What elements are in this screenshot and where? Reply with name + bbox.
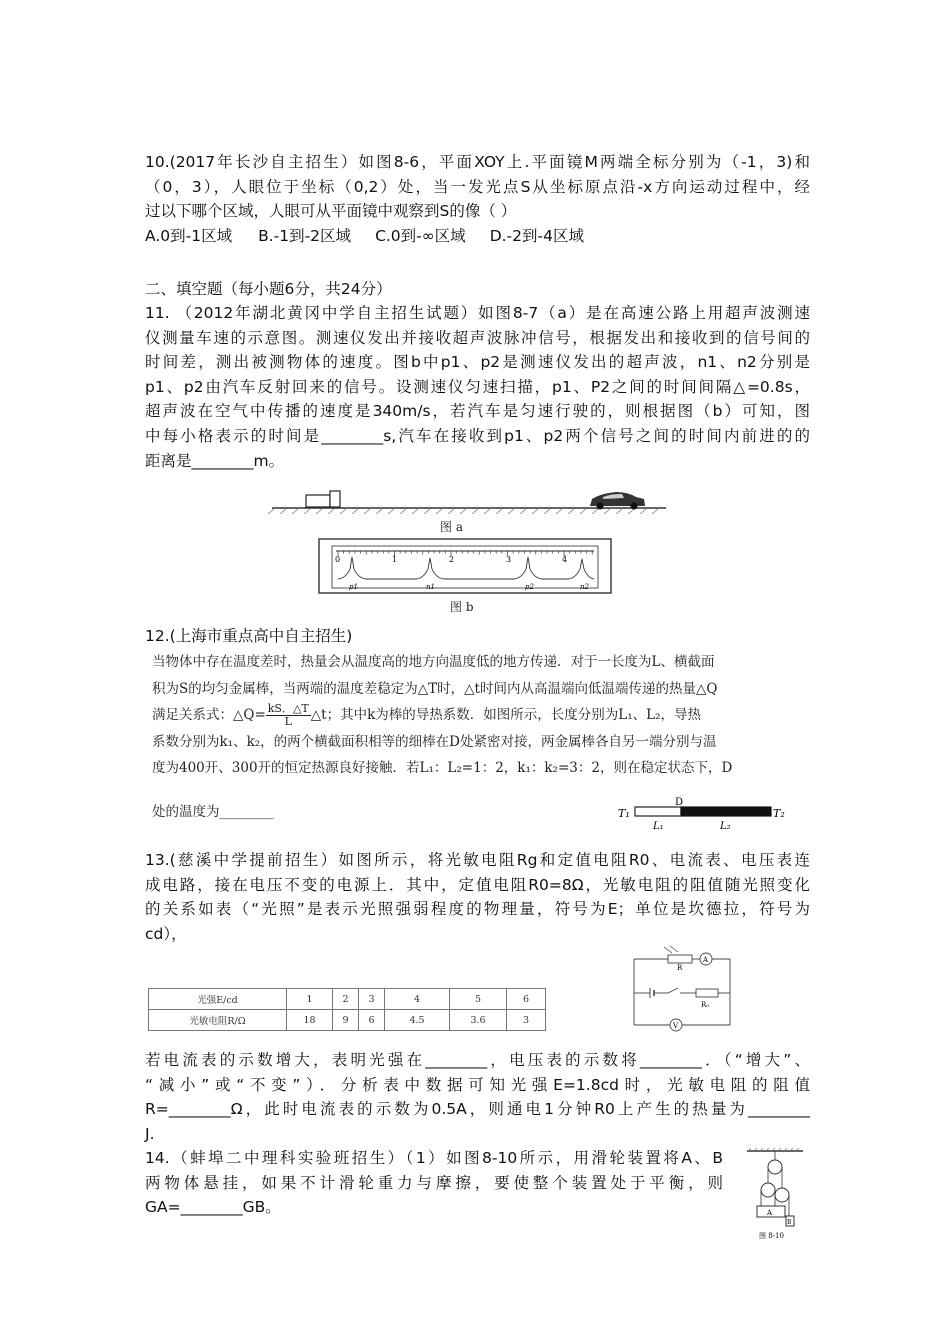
signal-label-p2: p2 xyxy=(525,583,534,591)
q13-line-3: 的关系如表（“光照”是表示光照强弱程度的物理量，符号为E；单位是坎德拉，符号为 xyxy=(145,900,810,919)
q12-formula-prefix: 满足关系式：△Q= xyxy=(152,707,266,723)
rod-label-l1: L₁ xyxy=(653,821,664,832)
figure-a-road xyxy=(272,478,667,538)
circuit-label-a: A xyxy=(703,956,709,964)
q11-line-6: 中每小格表示的时间是________s,汽车在接收到p1、p2两个信号之间的时间内前进的的 xyxy=(145,426,810,445)
rod-label-l2: L₂ xyxy=(720,821,731,832)
q10-option-a: A.0到-1区域 xyxy=(145,226,233,245)
circuit-label-v: V xyxy=(673,1022,679,1030)
q12-header: 12.(上海市重点高中自主招生) xyxy=(145,627,353,645)
q13-after-2: “减小”或“不变”）．分析表中数据可知光强E=1.8cd时，光敏电阻的阻值 xyxy=(145,1075,810,1094)
pulley-right-icon xyxy=(775,1188,789,1202)
question-10 xyxy=(145,150,810,248)
q12-scanned-text xyxy=(152,649,792,782)
photoresistor xyxy=(668,955,692,963)
signal-waveform xyxy=(338,557,594,579)
figure-b-scale xyxy=(318,538,613,596)
table-cell: 4.5 xyxy=(385,1010,450,1031)
rod-label-d: D xyxy=(675,797,684,808)
q12-line-1: 当物体中存在温度差时，热量会从温度高的地方向温度低的地方传递．对于一长度为L、横截面 xyxy=(152,654,715,670)
table-cell: 3 xyxy=(507,1010,546,1031)
speed-gun-icon xyxy=(306,491,340,507)
q11-line-2: 仪测量车速的示意图。测速仪发出并接收超声波脉冲信号，根据发出和接收到的信号间的 xyxy=(145,328,810,347)
q12-line-6: 处的温度为________ xyxy=(152,804,274,820)
q10-line-1: 10.(2017年长沙自主招生）如图8-6，平面XOY上.平面镜M两端全标分别为（-1，3)和 xyxy=(145,153,810,171)
q12-line-5: 度为400开、300开的恒定热源良好接触．若L₁：L₂=1：2，k₁：k₂=3：2，则在稳定状态下，D xyxy=(152,760,733,776)
q11-line-3: 时间差，测出被测物体的速度。图b中p1、p2是测速仪发出的超声波，n1、n2分别是 xyxy=(145,353,810,372)
table-row-header: 光强E/cd xyxy=(149,989,287,1010)
scale-number-3: 3 xyxy=(506,555,512,564)
table-row xyxy=(149,989,546,1010)
q14-line-1: 14.（蚌埠二中理科实验班招生）（1）如图8-10所示，用滑轮装置将A、B xyxy=(145,1149,723,1167)
q10-option-c: C.0到-∞区域 xyxy=(375,226,466,245)
figure-8-10-caption: 图 8-10 xyxy=(759,1232,784,1240)
figure-a-caption: 图 a xyxy=(440,520,463,534)
q10-option-d: D.-2到-4区域 xyxy=(489,226,584,245)
question-11 xyxy=(145,301,810,473)
table-row xyxy=(149,1010,546,1031)
q13-line-1: 13.(慈溪中学提前招生）如图所示，将光敏电阻Rg和定值电阻R0、电流表、电压表连 xyxy=(145,851,810,869)
fixed-resistor xyxy=(696,989,718,997)
rod-segment-1 xyxy=(635,807,681,816)
light-resistance-table xyxy=(148,988,546,1031)
q14-line-2: 两物体悬挂，如果不计滑轮重力与摩擦，要使整个装置处于平衡，则 xyxy=(145,1173,723,1192)
scale-number-4: 4 xyxy=(562,555,568,564)
q12-line-3 xyxy=(152,702,792,729)
q12-line-2: 积为S的均匀金属棒，当两端的温度差稳定为△T时，△t时间内从高温端向低温端传递的热量△Q xyxy=(152,680,718,697)
q13-after-4: J. xyxy=(145,1124,155,1143)
table-cell: 5 xyxy=(450,989,507,1010)
q12-formula-fraction xyxy=(266,703,311,728)
rod-segment-2 xyxy=(681,807,771,816)
signal-label-p1: p1 xyxy=(349,583,358,591)
rod-label-t2: T₂ xyxy=(773,807,785,820)
q13-after-3: R=________Ω，此时电流表的示数为0.5A，则通电1分钟R0上产生的热量为________ xyxy=(145,1100,810,1119)
q13-line-2: 成电路，接在电压不变的电源上．其中，定值电阻R0=8Ω，光敏电阻的阻值随光照变化 xyxy=(145,875,810,894)
figure-circuit xyxy=(630,945,738,1035)
pulley-left-icon xyxy=(761,1183,775,1197)
scale-number-2: 2 xyxy=(449,555,455,564)
table-cell: 6 xyxy=(359,1010,385,1031)
q10-options xyxy=(145,224,810,249)
section-2-title: 二、填空题（每小题6分，共24分） xyxy=(145,280,392,298)
switch-icon xyxy=(668,988,678,993)
q13-line-4: cd）， xyxy=(145,924,187,943)
q10-line-2: （0，3），人眼位于坐标（0,2）处，当一发光点S从坐标原点沿-x方向运动过程中，经 xyxy=(145,177,810,196)
q13-after-1: 若电流表的示数增大，表明光强在________，电压表的示数将________．（“增大”、 xyxy=(145,1051,810,1069)
table-cell: 1 xyxy=(287,989,333,1010)
q10-line-3: 过以下哪个区域，人眼可从平面镜中观察到S的像（ ） xyxy=(145,202,517,221)
table-row-header: 光敏电阻R/Ω xyxy=(149,1010,287,1031)
table-cell: 3 xyxy=(359,989,385,1010)
q12-formula-suffix: △t；其中k为棒的导热系数．如图所示，长度分别为L₁、L₂，导热 xyxy=(310,707,702,723)
block-a-label: A xyxy=(767,1209,773,1217)
q14-line-3: GA=________GB。 xyxy=(145,1198,281,1217)
car-icon xyxy=(590,492,645,510)
figure-b-caption: 图 b xyxy=(450,600,474,614)
question-13-continued xyxy=(145,1048,810,1146)
table-cell: 6 xyxy=(507,989,546,1010)
table-cell: 18 xyxy=(287,1010,333,1031)
block-b-label: B xyxy=(787,1219,792,1226)
q11-line-7: 距离是________m。 xyxy=(145,451,285,470)
q11-line-1: 11. （2012年湖北黄冈中学自主招生试题）如图8-7（a）是在高速公路上用超声波测速 xyxy=(145,304,810,322)
table-cell: 3.6 xyxy=(450,1010,507,1031)
circuit-label-r: R xyxy=(677,964,683,972)
q12-formula-denominator: L xyxy=(284,715,292,728)
figure-pulley xyxy=(745,1148,805,1248)
circuit-label-r0: R₀ xyxy=(701,1001,710,1009)
signal-label-n2: n2 xyxy=(580,583,589,591)
table-cell: 9 xyxy=(333,1010,359,1031)
scale-number-0: 0 xyxy=(335,555,341,564)
table-cell: 4 xyxy=(385,989,450,1010)
rod-label-t1: T₁ xyxy=(618,807,630,820)
signal-label-n1: n1 xyxy=(426,583,435,591)
figure-rod xyxy=(615,795,795,833)
q11-line-5: 超声波在空气中传播的速度是340m/s，若汽车是匀速行驶的，则根据图（b）可知，图 xyxy=(145,402,810,421)
scale-number-1: 1 xyxy=(392,555,398,564)
pulley-top-icon xyxy=(768,1160,782,1174)
q12-line-4: 系数分别为k₁、k₂，的两个横截面积相等的细棒在D处紧密对接，两金属棒各自另一端分别与温 xyxy=(152,733,717,750)
q10-option-b: B.-1到-2区域 xyxy=(258,226,352,245)
question-13 xyxy=(145,848,810,946)
q12-formula-numerator: kS．△T xyxy=(267,702,309,715)
question-14 xyxy=(145,1146,723,1220)
table-cell: 2 xyxy=(333,989,359,1010)
q11-line-4: p1、p2由汽车反射回来的信号。设测速仪匀速扫描，p1、P2之间的时间间隔△=0.8s， xyxy=(145,377,810,396)
scale-ticks xyxy=(338,551,592,556)
